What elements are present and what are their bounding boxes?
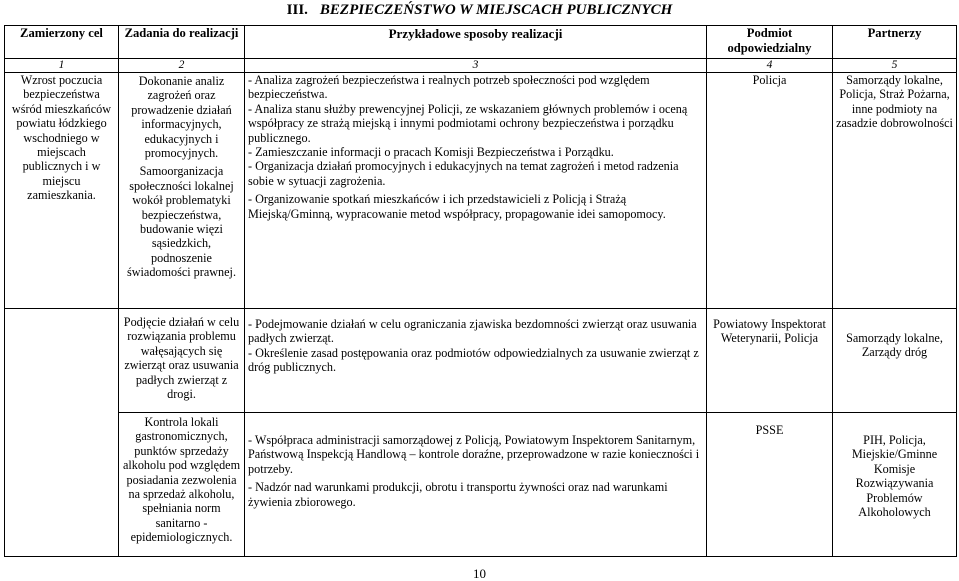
- tasks-cell: [119, 309, 245, 413]
- methods-cell: [245, 73, 707, 309]
- method-text: - Nadzór nad warunkami produkcji, obrotu i transportu żywności oraz nad warunkami żywienia zbiorowego.: [248, 480, 668, 509]
- section-heading: BEZPIECZEŃSTWO W MIEJSCACH PUBLICZNYCH: [319, 2, 673, 18]
- page-number: 10: [473, 566, 486, 581]
- table-row: [5, 309, 957, 413]
- header-goal: Zamierzony cel: [5, 26, 119, 59]
- task-text: Podjęcie działań w celu rozwiązania problemu wałęsających się zwierząt oraz usuwania padłych zwierząt z drogi.: [123, 315, 240, 402]
- task-text: Dokonanie analiz zagrożeń oraz prowadzenie działań informacyjnych, edukacyjnych i promocyjnych.: [131, 74, 232, 161]
- table-row: [5, 413, 957, 557]
- column-number: 2: [119, 59, 245, 73]
- table-row: [5, 73, 957, 309]
- goal-cell-continued: [5, 309, 119, 413]
- column-number: 3: [245, 59, 707, 73]
- partners-cell: Samorządy lokalne, Policja, Straż Pożarna, inne podmioty na zasadzie dobrowolności: [833, 73, 957, 309]
- goal-cell: Wzrost poczucia bezpieczeństwa wśród mieszkańców powiatu łódzkiego wschodniego w miejscach publicznych i w miejscu zamieszkania.: [5, 73, 119, 309]
- column-number: 4: [707, 59, 833, 73]
- measures-table: [4, 25, 957, 557]
- partners-cell: PIH, Policja, Miejskie/Gminne Komisje Rozwiązywania Problemów Alkoholowych: [833, 413, 957, 557]
- header-methods: Przykładowe sposoby realizacji: [245, 26, 707, 59]
- header-partners: Partnerzy: [833, 26, 957, 59]
- task-text: Samoorganizacja społeczności lokalnej wokół problematyki bezpieczeństwa, budowanie więzi sąsiedzkich, podnoszenie świadomości prawnej.: [127, 164, 236, 280]
- methods-cell: [245, 413, 707, 557]
- header-responsible: Podmiot odpowiedzialny: [707, 26, 833, 59]
- header-tasks: Zadania do realizacji: [119, 26, 245, 59]
- section-title: [0, 2, 959, 19]
- responsible-cell: PSSE: [707, 413, 833, 557]
- responsible-cell: Powiatowy Inspektorat Weterynarii, Policja: [707, 309, 833, 413]
- partners-cell: Samorządy lokalne, Zarządy dróg: [833, 309, 957, 413]
- method-text: - Organizacja działań promocyjnych i edukacyjnych na temat zagrożeń i metod radzenia sobie w sytuacji zagrożenia.: [248, 159, 679, 188]
- responsible-cell: Policja: [707, 73, 833, 309]
- tasks-cell: [119, 413, 245, 557]
- goal-cell-continued: [5, 413, 119, 557]
- column-number-row: [5, 59, 957, 73]
- column-number: 5: [833, 59, 957, 73]
- method-text: - Analiza stanu służby prewencyjnej Policji, ze wskazaniem głównych problemów i oceną współpracy ze strażą miejską i innymi podmiotami ochrony bezpieczeństwa i porządku publicznego.: [248, 101, 688, 145]
- method-text: - Zamieszczanie informacji o pracach Komisji Bezpieczeństwa i Porządku.: [248, 145, 614, 160]
- task-text: Kontrola lokali gastronomicznych, punktów sprzedaży alkoholu pod względem posiadania zezwolenia na sprzedaż alkoholu, spełniania norm sanitarno - epidemiologicznych.: [122, 415, 241, 545]
- header-row: [5, 26, 957, 59]
- column-number: 1: [5, 59, 119, 73]
- method-text: - Współpraca administracji samorządowej z Policją, Powiatowym Inspektorem Sanitarnym, Państwową Inspekcją Handlową – kontrole doraźne, przeprowadzone w razie konieczności i potrzeby.: [248, 433, 700, 476]
- tasks-cell: [119, 73, 245, 309]
- method-text: - Określenie zasad postępowania oraz podmiotów odpowiedzialnych za usuwanie zwierząt z dróg publicznych.: [248, 345, 699, 375]
- method-text: - Analiza zagrożeń bezpieczeństwa i realnych potrzeb społeczności pod względem bezpieczeństwa.: [248, 73, 650, 102]
- method-text: - Organizowanie spotkań mieszkańców i ich przedstawicieli z Policją i Strażą Miejską/Gminną, wypracowanie metod współpracy, propagowanie idei samopomocy.: [248, 192, 666, 221]
- methods-cell: [245, 309, 707, 413]
- method-text: - Podejmowanie działań w celu ograniczania zjawiska bezdomności zwierząt oraz usuwania padłych zwierząt.: [248, 317, 697, 346]
- section-number: III.: [286, 2, 308, 18]
